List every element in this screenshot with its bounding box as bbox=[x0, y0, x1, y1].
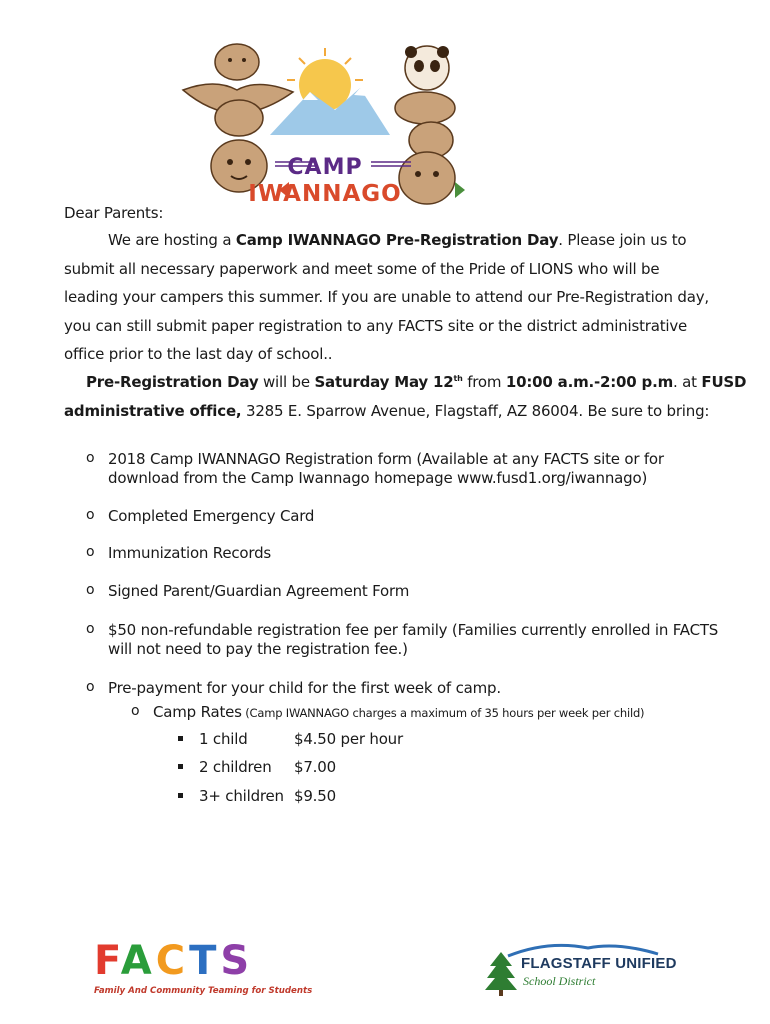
fusd-logo bbox=[478, 938, 688, 998]
camp-rates-note: (Camp IWANNAGO charges a maximum of 35 hours per week per child) bbox=[241, 706, 645, 720]
camp-rates-label: Camp Rates bbox=[153, 703, 242, 721]
square-bullet bbox=[178, 793, 183, 798]
event-location: administrative office, bbox=[64, 402, 242, 420]
paragraph-1-line-3: leading your campers this summer. If you are unable to attend our Pre-Registration day, bbox=[64, 288, 709, 306]
camp-logo-title: CAMP bbox=[287, 155, 363, 180]
paragraph-1-line-5: office prior to the last day of school.. bbox=[64, 345, 333, 363]
square-bullet bbox=[178, 736, 183, 741]
bullet-marker: o bbox=[86, 450, 95, 466]
facts-letter: A bbox=[120, 938, 156, 984]
paragraph-1-line-4: you can still submit paper registration to any FACTS site or the district administrative bbox=[64, 317, 688, 335]
event-time: 10:00 a.m.-2:00 p.m bbox=[505, 373, 674, 391]
paragraph-1-line-2: submit all necessary paperwork and meet some of the Pride of LIONS who will be bbox=[64, 260, 660, 278]
rate-who: 1 child bbox=[199, 730, 248, 748]
bullet-marker: o bbox=[86, 544, 95, 560]
square-bullet bbox=[178, 764, 183, 769]
facts-letter: S bbox=[220, 938, 254, 984]
facts-letter: F bbox=[94, 938, 121, 984]
facts-tagline: Family And Community Teaming for Students bbox=[94, 986, 313, 996]
rate-price: $7.00 bbox=[294, 758, 336, 776]
salutation: Dear Parents: bbox=[64, 204, 164, 222]
paragraph-2-line-1: Pre-Registration Day will be Saturday May 12th from 10:00 a.m.-2:00 p.m. at FUSD bbox=[86, 373, 747, 391]
paragraph-2-line-2: administrative office, 3285 E. Sparrow Avenue, Flagstaff, AZ 86004. Be sure to bring: bbox=[64, 402, 710, 420]
bullet-marker: o bbox=[131, 703, 140, 719]
facts-logo-word bbox=[94, 938, 253, 984]
camp-iwannago-logo bbox=[175, 40, 475, 210]
event-date: Saturday May 12 bbox=[314, 373, 454, 391]
rate-who: 2 children bbox=[199, 758, 272, 776]
pine-tree-icon bbox=[484, 950, 518, 996]
rate-who: 3+ children bbox=[199, 787, 284, 805]
district-subtitle: School District bbox=[523, 974, 596, 988]
facts-logo bbox=[90, 938, 313, 1000]
bullet-marker: o bbox=[86, 679, 95, 695]
district-name: FLAGSTAFF UNIFIED bbox=[521, 955, 677, 972]
paragraph-1-line-1: We are hosting a Camp IWANNAGO Pre-Registration Day. Please join us to bbox=[108, 231, 687, 249]
rate-price: $4.50 per hour bbox=[294, 730, 403, 748]
bullet-marker: o bbox=[86, 582, 95, 598]
camp-logo-subtitle: IWANNAGO bbox=[248, 181, 402, 207]
facts-letter: T bbox=[189, 938, 221, 984]
rate-price: $9.50 bbox=[294, 787, 336, 805]
bullet-marker: o bbox=[86, 621, 95, 637]
event-name: Camp IWANNAGO Pre-Registration Day bbox=[235, 231, 559, 249]
facts-letter: C bbox=[155, 938, 190, 984]
bullet-marker: o bbox=[86, 507, 95, 523]
